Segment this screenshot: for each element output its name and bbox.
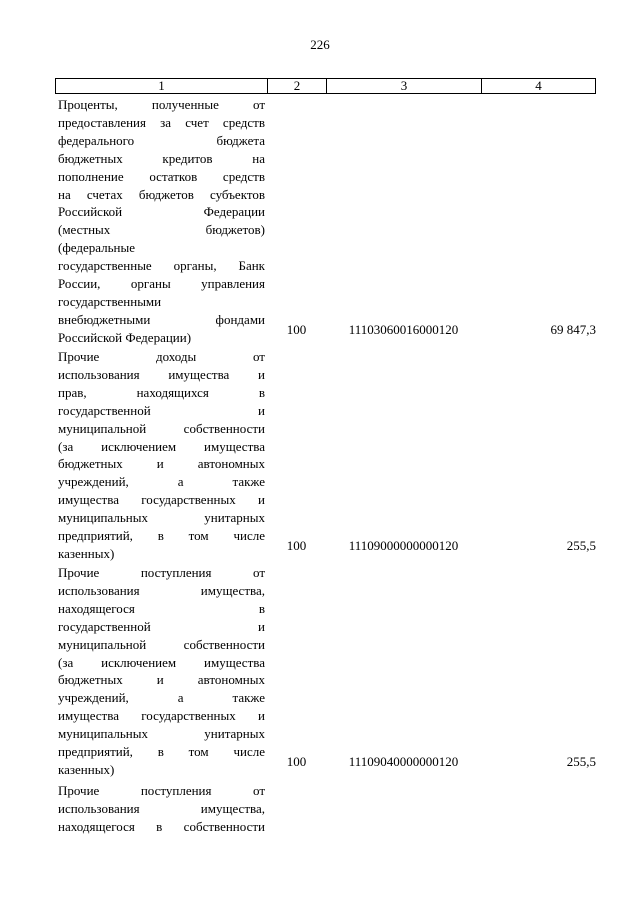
row-description [58, 348, 265, 563]
description-line: учреждений, а также [58, 690, 265, 706]
budget-classification-code: 11103060016000120 [348, 322, 459, 337]
description-line: муниципальных унитарных [58, 510, 265, 526]
description-line: внебюджетными фондами [58, 311, 265, 327]
description-line: на счетах бюджетов субъектов [58, 186, 265, 202]
page-number: 226 [310, 37, 330, 52]
header-col-4: 4 [535, 78, 542, 93]
budget-classification-code: 11109040000000120 [348, 754, 459, 769]
description-line: государственными [58, 293, 162, 309]
description-line: Прочие поступления от [58, 783, 265, 798]
description-line: (за исключением имущества [58, 654, 265, 670]
row-description [58, 564, 265, 779]
row-description [58, 782, 265, 836]
description-line: пополнение остатков средств [58, 168, 265, 184]
description-line: использования имущества, [58, 800, 265, 816]
row-description [58, 96, 265, 347]
description-line: казенных) [58, 545, 115, 561]
table-header-row [55, 78, 596, 94]
description-line: Российской Федерации [58, 204, 265, 220]
description-line: государственной и [58, 402, 265, 418]
description-line: учреждений, а также [58, 474, 265, 490]
description-line: Проценты, полученные от [58, 97, 265, 112]
description-line: предоставления за счет средств [58, 114, 265, 130]
description-line: бюджетных и автономных [58, 456, 265, 472]
description-line: федерального бюджета [58, 132, 265, 148]
description-line: Прочие доходы от [58, 349, 265, 364]
description-line: России, органы управления [58, 276, 265, 292]
amount: 255,5 [566, 754, 596, 769]
description-line: муниципальных унитарных [58, 726, 265, 742]
description-line: предприятий, в том числе [58, 744, 265, 760]
amount: 255,5 [566, 538, 596, 553]
description-line: государственные органы, Банк [58, 258, 265, 274]
description-line: имущества государственных и [58, 492, 265, 508]
description-line: (местных бюджетов) [58, 222, 265, 238]
description-line: Российской Федерации) [58, 329, 192, 345]
description-line: прав, находящихся в [58, 384, 265, 400]
description-line: казенных) [58, 761, 115, 777]
description-line: муниципальной собственности [58, 636, 265, 652]
description-line: муниципальной собственности [58, 420, 265, 436]
admin-code: 100 [286, 754, 307, 769]
description-line: находящегося в [58, 600, 265, 616]
amount: 69 847,3 [550, 322, 596, 337]
budget-classification-code: 11109000000000120 [348, 538, 459, 553]
description-line: использования имущества и [58, 366, 265, 382]
admin-code: 100 [286, 322, 307, 337]
description-line: бюджетных кредитов на [58, 150, 265, 166]
header-col-3: 3 [327, 79, 482, 93]
header-col-2: 2 [268, 79, 327, 93]
description-line: (за исключением имущества [58, 438, 265, 454]
description-line: имущества государственных и [58, 708, 265, 724]
description-line: находящегося в собственности [58, 818, 265, 834]
header-col-1: 1 [56, 79, 268, 93]
description-line: предприятий, в том числе [58, 528, 265, 544]
description-line: использования имущества, [58, 582, 265, 598]
description-line: (федеральные [58, 240, 135, 256]
description-line: бюджетных и автономных [58, 672, 265, 688]
description-line: государственной и [58, 618, 265, 634]
description-line: Прочие поступления от [58, 565, 265, 580]
admin-code: 100 [286, 538, 307, 553]
